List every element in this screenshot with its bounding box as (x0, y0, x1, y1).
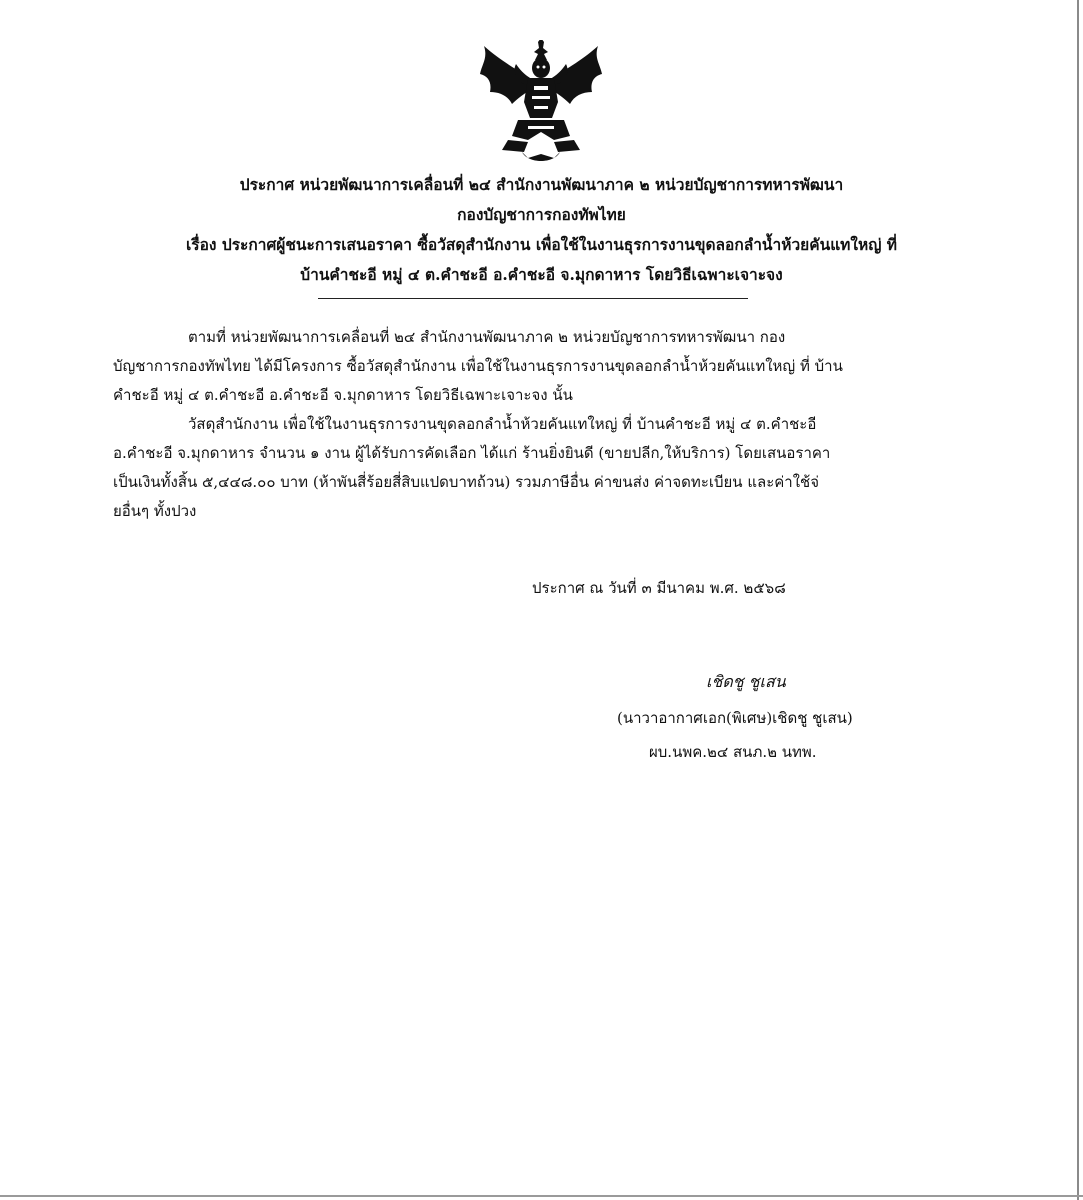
scan-edge-bottom (0, 1195, 1083, 1197)
paragraph-1-line-1: ตามที่ หน่วยพัฒนาการเคลื่อนที่ ๒๔ สำนักงานพัฒนาภาค ๒ หน่วยบัญชาการทหารพัฒนา กอง (188, 328, 786, 346)
signer-name: (นาวาอากาศเอก(พิเศษ)เชิดชู ชูเสน) (617, 709, 853, 727)
paragraph-2-line-2: อ.คำชะอี จ.มุกดาหาร จำนวน ๑ งาน ผู้ได้รับการคัดเลือก ได้แก่ ร้านยิ่งยินดี (ขายปลีก,ให้บริการ) โดยเสนอราคา (113, 444, 831, 462)
announcement-date: ประกาศ ณ วันที่ ๓ มีนาคม พ.ศ. ๒๕๖๘ (532, 579, 786, 597)
paragraph-2-line-3: เป็นเงินทั้งสิ้น ๕,๔๔๘.๐๐ บาท (ห้าพันสี่ร้อยสี่สิบแปดบาทถ้วน) รวมภาษีอื่น ค่าขนส่ง ค่าจดทะเบียน และค่าใช้จ่ (113, 473, 819, 491)
header-divider (318, 298, 748, 299)
paragraph-1-line-3: คำชะอี หมู่ ๔ ต.คำชะอี อ.คำชะอี จ.มุกดาหาร โดยวิธีเฉพาะเจาะจง นั้น (113, 386, 573, 404)
scan-edge-right (1077, 0, 1079, 1200)
paragraph-2-line-4: ยอื่นๆ ทั้งปวง (113, 502, 197, 520)
signer-position: ผบ.นพค.๒๔ สนภ.๒ นทพ. (649, 743, 817, 761)
paragraph-1-line-2: บัญชาการกองทัพไทย ได้มีโครงการ ซื้อวัสดุสำนักงาน เพื่อใช้ในงานธุรการงานขุดลอกลำน้ำห้วยคันแทใหญ่ ที่ บ้าน (113, 357, 843, 375)
header-line-2: กองบัญชาการกองทัพไทย (457, 205, 626, 224)
signature: เชิดชู ชูเสน (706, 672, 786, 691)
header-line-1: ประกาศ หน่วยพัฒนาการเคลื่อนที่ ๒๔ สำนักงานพัฒนาภาค ๒ หน่วยบัญชาการทหารพัฒนา (239, 175, 844, 194)
header-subject-line-2: บ้านคำชะอี หมู่ ๔ ต.คำชะอี อ.คำชะอี จ.มุกดาหาร โดยวิธีเฉพาะเจาะจง (300, 265, 783, 284)
announcement-header (80, 170, 1003, 290)
garuda-emblem-icon (478, 40, 604, 170)
header-subject-line-1: เรื่อง ประกาศผู้ชนะการเสนอราคา ซื้อวัสดุสำนักงาน เพื่อใช้ในงานธุรการงานขุดลอกลำน้ำห้วยคันแทใหญ่ ที่ (185, 235, 898, 254)
announcement-body (113, 323, 973, 526)
paragraph-2-line-1: วัสดุสำนักงาน เพื่อใช้ในงานธุรการงานขุดลอกลำน้ำห้วยคันแทใหญ่ ที่ บ้านคำชะอี หมู่ ๔ ต.คำชะอี (188, 415, 817, 433)
